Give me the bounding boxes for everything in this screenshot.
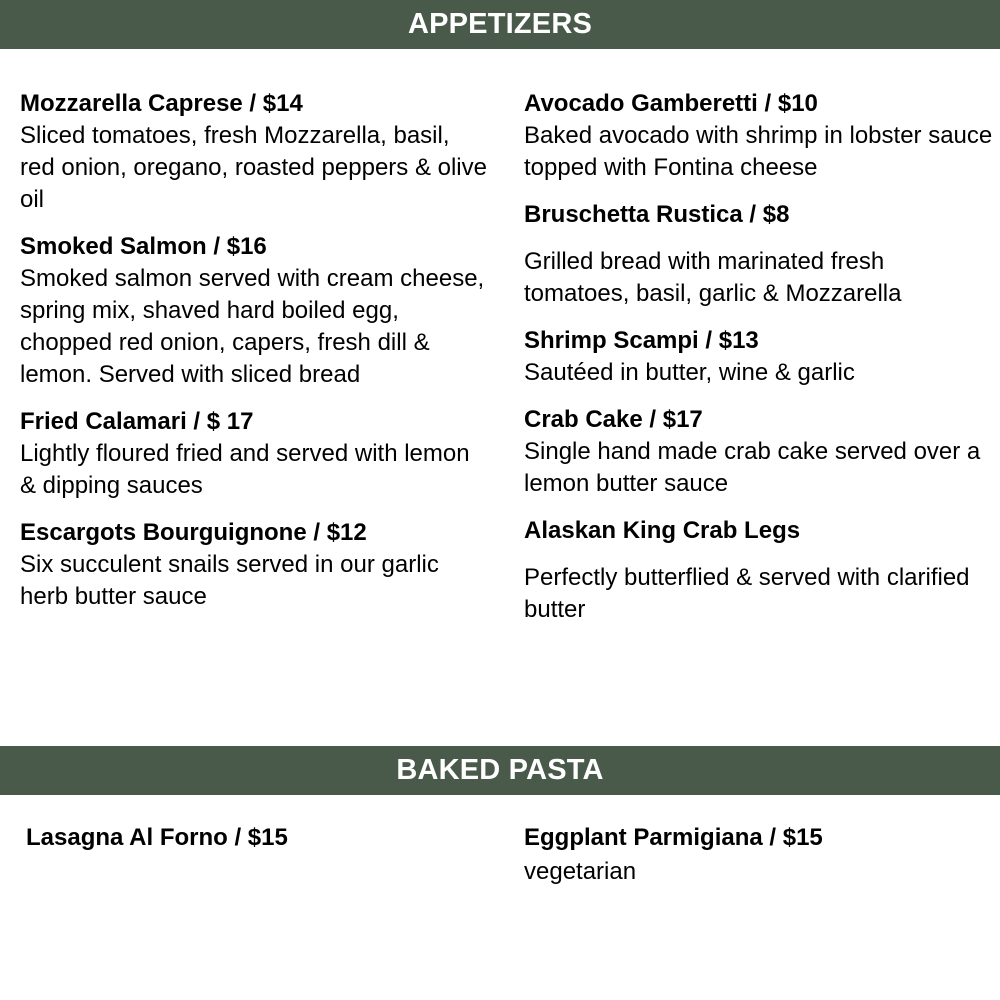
menu-item-avocado-gamberetti	[524, 88, 994, 184]
baked-pasta-title: BAKED PASTA	[396, 754, 604, 786]
menu-item-escargots	[20, 517, 490, 613]
appetizers-header	[0, 0, 1000, 49]
menu-item-smoked-salmon	[20, 231, 490, 391]
item-description: Grilled bread with marinated fresh tomatoes, basil, garlic & Mozzarella	[524, 248, 902, 307]
item-description: Six succulent snails served in our garlic herb butter sauce	[20, 551, 439, 610]
item-name: Shrimp Scampi / $13	[524, 327, 759, 354]
item-name: Crab Cake / $17	[524, 406, 703, 433]
item-name: Mozzarella Caprese / $14	[20, 90, 303, 117]
item-name: Escargots Bourguignone / $12	[20, 519, 367, 546]
item-description: Perfectly butterflied & served with clarified butter	[524, 564, 970, 623]
menu-item-shrimp-scampi	[524, 325, 994, 389]
menu-item-alaskan-king-crab-legs	[524, 515, 994, 626]
item-description: Sautéed in butter, wine & garlic	[524, 359, 855, 386]
item-name: Lasagna Al Forno / $15	[26, 824, 288, 851]
item-name: Alaskan King Crab Legs	[524, 517, 801, 544]
item-description: vegetarian	[524, 858, 637, 885]
menu-item-bruschetta-rustica	[524, 199, 994, 310]
item-name: Smoked Salmon / $16	[20, 233, 267, 260]
menu-item-crab-cake	[524, 404, 994, 500]
item-description: Sliced tomatoes, fresh Mozzarella, basil, red onion, oregano, roasted peppers & olive oil	[20, 122, 487, 213]
item-name: Fried Calamari / $ 17	[20, 408, 254, 435]
menu-item-fried-calamari	[20, 406, 490, 502]
item-description: Lightly floured fried and served with lemon & dipping sauces	[20, 440, 470, 499]
appetizers-title: APPETIZERS	[407, 8, 593, 40]
baked-pasta-header	[0, 746, 1000, 795]
item-description: Smoked salmon served with cream cheese, spring mix, shaved hard boiled egg, chopped red onion, capers, fresh dill & lemon. Served with sliced bread	[20, 265, 485, 388]
item-name: Eggplant Parmigiana / $15	[524, 824, 823, 851]
menu-item-mozzarella-caprese	[20, 88, 490, 216]
item-name: Avocado Gamberetti / $10	[524, 90, 818, 117]
item-description: Single hand made crab cake served over a lemon butter sauce	[524, 438, 981, 497]
menu-item-lasagna-al-forno	[26, 822, 496, 854]
menu-item-eggplant-parmigiana	[524, 822, 994, 888]
item-description: Baked avocado with shrimp in lobster sauce topped with Fontina cheese	[524, 122, 993, 181]
item-name: Bruschetta Rustica / $8	[524, 201, 790, 228]
